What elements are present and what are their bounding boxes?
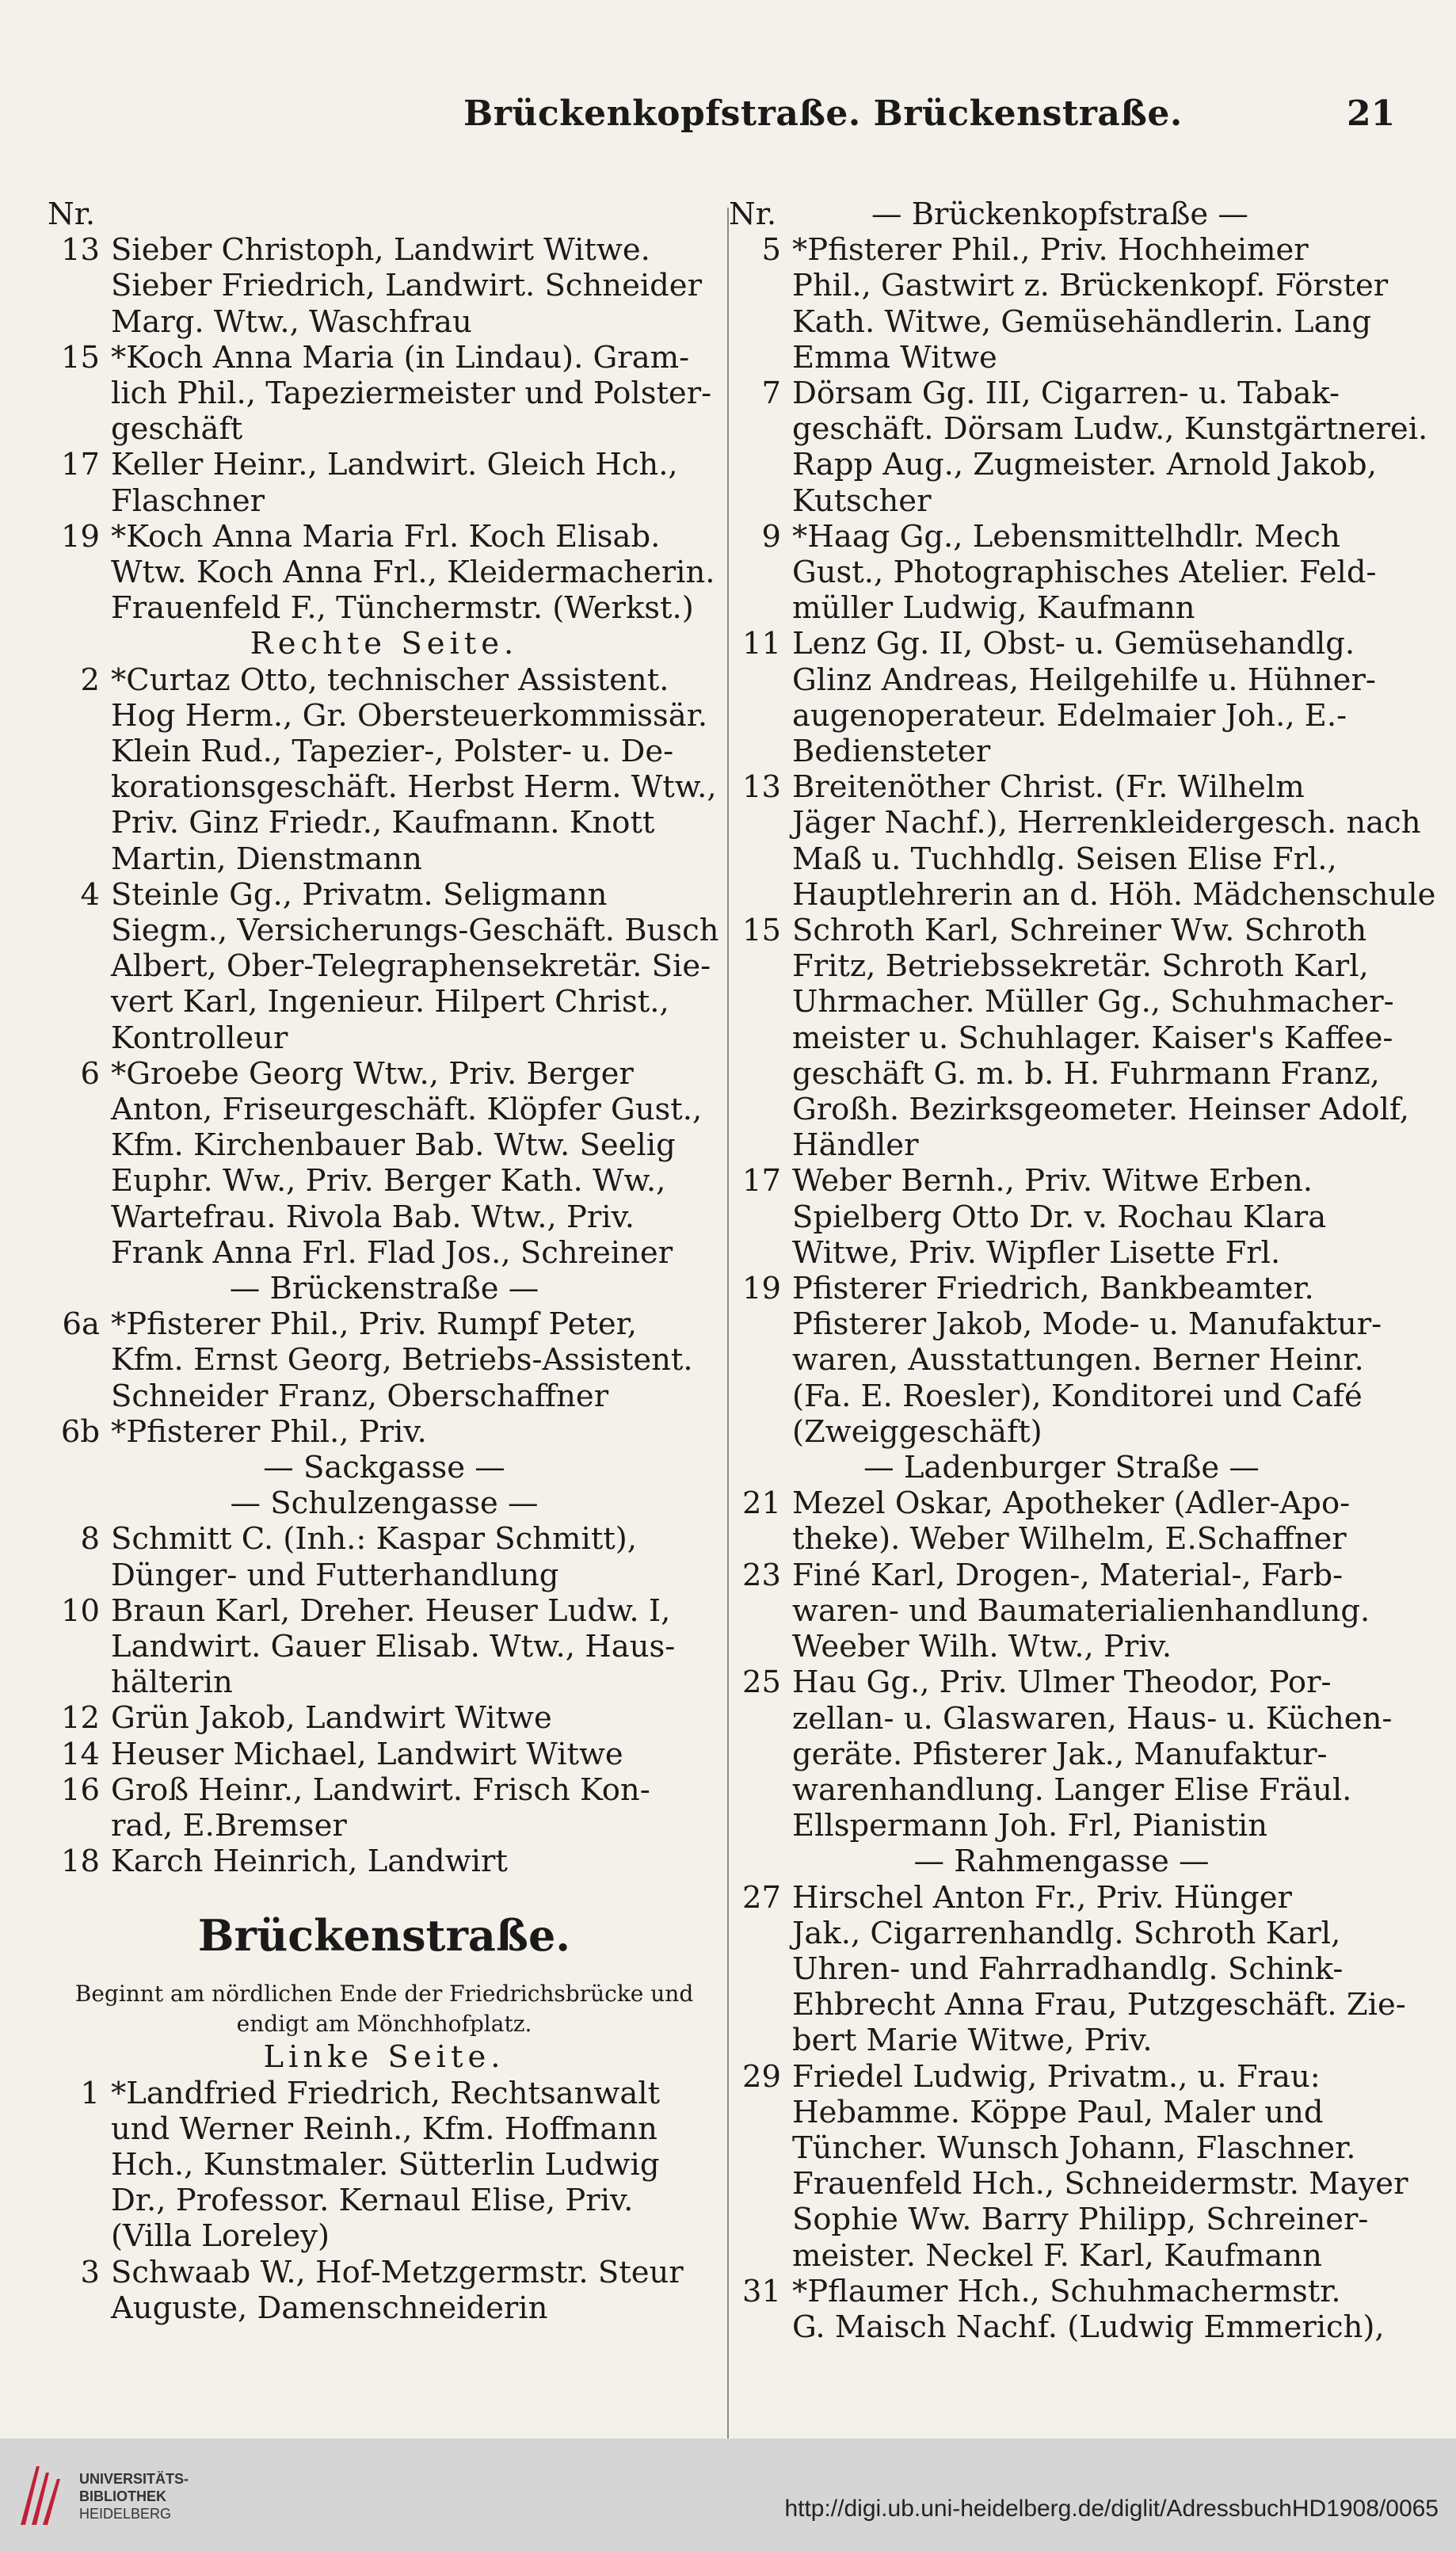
address-entry [48,1700,721,1736]
house-number: 19 [742,1271,781,1307]
entry-line: Rapp Aug., Zugmeister. Arnold Jakob, [792,447,1377,483]
entry-line: *Koch Anna Maria Frl. Koch Elisab. [111,518,661,555]
address-entry [48,662,721,877]
entries-group [48,1306,721,1450]
entry-line: meister u. Schuhlager. Kaiser's Kaffee- [792,1020,1393,1056]
house-number: 1 [80,2075,100,2111]
entry-line: Uhren- und Fahrradhandlg. Schink- [792,1950,1344,1987]
entry-line: Groß Heinr., Landwirt. Frisch Kon- [111,1771,650,1808]
house-number: 9 [761,518,781,555]
entry-line: und Werner Reinh., Kfm. Hoffmann [111,2111,657,2147]
entry-line: Hau Gg., Priv. Ulmer Theodor, Por- [792,1664,1332,1701]
source-url-link[interactable]: http://digi.ub.uni-heidelberg.de/diglit/AdressbuchHD1908/0065 [784,2496,1439,2522]
nr-label: Nr. [729,196,777,232]
entry-line: Kfm. Kirchenbauer Bab. Wtw. Seelig [111,1127,676,1164]
entry-line: warenhandlung. Langer Elise Fräul. [792,1771,1352,1808]
entry-line: Emma Witwe [792,339,997,376]
entry-line: Schwaab W., Hof-Metzgermstr. Steur [111,2254,684,2290]
entry-line: Ellspermann Joh. Frl, Pianistin [792,1808,1268,1844]
entry-line: Hirschel Anton Fr., Priv. Hünger [792,1879,1292,1916]
address-entry [729,519,1394,627]
entry-line: Witwe, Priv. Wipfler Lisette Frl. [792,1234,1281,1271]
entry-line: korationsgeschäft. Herbst Herm. Wtw., [111,769,717,806]
entry-line: Weber Bernh., Priv. Witwe Erben. [792,1163,1313,1199]
street-subheading: — Schulzengasse — [230,1485,539,1522]
entry-text [111,1844,721,1879]
entry-text [111,1056,721,1271]
house-number: 6b [60,1413,100,1450]
address-entry [48,877,721,1056]
entry-text [792,913,1409,1163]
address-entry [48,519,721,627]
entry-line: geschäft. Dörsam Ludw., Kunstgärtnerei. [792,411,1428,448]
entry-line: Albert, Ober-Telegraphensekretär. Sie- [111,948,711,985]
entry-line: waren- und Baumaterialienhandlung. [792,1592,1370,1629]
house-number: 23 [742,1557,781,1593]
house-number: 27 [742,1879,781,1916]
entry-line: Martin, Dienstmann [111,841,422,877]
entry-line: Mezel Oskar, Apotheker (Adler-Apo- [792,1485,1351,1522]
house-number: 16 [61,1771,100,1808]
entry-line: Frauenfeld F., Tünchermstr. (Werkst.) [111,590,694,627]
address-entry [729,626,1394,769]
entry-line: Händler [792,1127,919,1164]
entry-line: Grün Jakob, Landwirt Witwe [111,1700,552,1737]
entry-line: Schneider Franz, Oberschaffner [111,1378,609,1414]
entries-group [729,232,1436,1450]
street-continuation: — Brückenkopfstraße — [871,196,1248,232]
entry-line: Jäger Nachf.), Herrenkleidergesch. nach [792,805,1421,841]
house-number: 17 [742,1163,781,1199]
entry-text [111,519,721,627]
entry-line: Frauenfeld Hch., Schneidermstr. Mayer [792,2166,1408,2202]
address-entry [48,447,721,518]
entry-line: zellan- u. Glaswaren, Haus- u. Küchen- [792,1700,1393,1737]
entry-line: geräte. Pfisterer Jak., Manufaktur- [792,1736,1328,1772]
address-entry [48,340,721,448]
entry-line: Auguste, Damenschneiderin [111,2290,548,2326]
entry-text [111,1772,721,1844]
address-entry [729,913,1410,1164]
entry-line: Jak., Cigarrenhandlg. Schroth Karl, [792,1915,1341,1951]
entries-group [729,1879,1408,2346]
logo-line: BIBLIOTHEK [79,2488,166,2504]
right-column [729,196,1436,2345]
entry-line: Flaschner [111,482,265,519]
address-entry [48,1772,721,1844]
entry-line: Hebamme. Köppe Paul, Maler und [792,2094,1324,2130]
entry-line: Schmitt C. (Inh.: Kaspar Schmitt), [111,1521,638,1558]
entry-line: Phil., Gastwirt z. Brückenkopf. Förster [792,268,1389,304]
address-entry [48,1306,721,1414]
entry-line: Kontrolleur [111,1020,288,1056]
entry-line: Gust., Photographisches Atelier. Feld- [792,555,1377,591]
address-entry [48,232,721,340]
entry-line: *Pfisterer Phil., Priv. [111,1413,427,1450]
entry-line: geschäft [111,411,243,448]
entry-line: Kutscher [792,482,932,519]
entry-line: Keller Heinr., Landwirt. Gleich Hch., [111,447,678,483]
page-title: Brückenkopfstraße. Brückenstraße. [463,93,1183,134]
entry-text [792,1271,1394,1450]
house-number: 10 [61,1592,100,1629]
entry-line: Kfm. Ernst Georg, Betriebs-Assistent. [111,1342,693,1378]
entry-text [111,1521,721,1592]
nr-header [729,196,1394,232]
entry-line: vert Karl, Ingenieur. Hilpert Christ., [111,984,669,1020]
entry-line: theke). Weber Wilhelm, E.Schaffner [792,1521,1347,1558]
house-number: 13 [742,769,781,806]
entry-line: Sophie Ww. Barry Philipp, Schreiner- [792,2202,1369,2238]
entry-line: Fritz, Betriebssekretär. Schroth Karl, [792,948,1369,985]
entry-text [792,769,1435,913]
entry-text [111,1593,721,1701]
entry-line: Braun Karl, Dreher. Heuser Ludw. I, [111,1592,671,1629]
address-entry [729,232,1394,376]
entry-text [111,877,721,1056]
entry-text [792,2059,1408,2274]
entry-text [111,447,721,518]
library-logo-icon [16,2458,65,2530]
entry-line: Karch Heinrich, Landwirt [111,1844,508,1880]
entry-line: *Haag Gg., Lebensmittelhdlr. Mech [792,518,1340,555]
logo-line: HEIDELBERG [79,2506,172,2522]
house-number: 11 [742,626,781,662]
address-entry [729,1558,1394,1665]
house-number: 4 [80,876,100,913]
street-subheading: — Brückenstraße — [229,1271,539,1307]
entry-line: Friedel Ludwig, Privatm., u. Frau: [792,2058,1321,2095]
section-heading-left-side: Linke Seite. [263,2039,505,2076]
entry-line: (Fa. E. Roesler), Konditorei und Café [792,1378,1363,1414]
entry-line: Breitenöther Christ. (Fr. Wilhelm [792,769,1305,806]
section-heading-right-side: Rechte Seite. [250,626,519,662]
entry-text [792,1163,1394,1271]
entry-text [792,519,1394,627]
house-number: 6 [80,1055,100,1092]
entry-line: Heuser Michael, Landwirt Witwe [111,1736,623,1772]
address-entry [48,1521,721,1592]
house-number: 18 [61,1844,100,1880]
address-entry [48,1737,721,1772]
house-number: 14 [61,1736,100,1772]
house-number: 13 [61,232,100,269]
entry-line: geschäft G. m. b. H. Fuhrmann Franz, [792,1055,1380,1092]
nr-label: Nr. [48,196,96,232]
entry-line: Dr., Professor. Kernaul Elise, Priv. [111,2183,634,2219]
entry-line: Uhrmacher. Müller Gg., Schuhmacher- [792,984,1394,1020]
address-entry [729,1485,1394,1557]
house-number: 21 [742,1485,781,1522]
entry-line: Marg. Wtw., Waschfrau [111,303,472,340]
entry-line: Maß u. Tuchhdlg. Seisen Elise Frl., [792,841,1337,877]
entry-line: Lenz Gg. II, Obst- u. Gemüsehandlg. [792,626,1355,662]
entry-line: müller Ludwig, Kaufmann [792,590,1195,627]
entries-group [48,662,721,1271]
entry-line: Euphr. Ww., Priv. Berger Kath. Ww., [111,1163,666,1199]
entries-group [48,1521,721,1879]
address-entry [729,1879,1406,2059]
entry-text [111,340,721,448]
entry-text [111,1700,721,1736]
house-number: 29 [742,2058,781,2095]
entry-line: Pfisterer Friedrich, Bankbeamter. [792,1271,1314,1307]
entry-line: Spielberg Otto Dr. v. Rochau Klara [792,1199,1327,1235]
entry-line: Hog Herm., Gr. Obersteuerkommissär. [111,697,708,734]
house-number: 15 [61,339,100,376]
entry-line: Dünger- und Futterhandlung [111,1557,559,1593]
entry-text [111,1306,721,1414]
entry-line: Finé Karl, Drogen-, Material-, Farb- [792,1557,1344,1593]
entry-line: Ehbrecht Anna Frau, Putzgeschäft. Zie- [792,1987,1406,2023]
entry-line: waren, Ausstattungen. Berner Heinr. [792,1342,1364,1378]
address-entry [48,1593,721,1701]
entry-line: Schroth Karl, Schreiner Ww. Schroth [792,913,1367,949]
entry-line: Tüncher. Wunsch Johann, Flaschner. [792,2130,1356,2166]
entry-line: *Pflaumer Hch., Schuhmachermstr. [792,2273,1341,2309]
entry-line: Anton, Friseurgeschäft. Klöpfer Gust., [111,1092,703,1128]
house-number: 6a [62,1306,100,1343]
entry-line: G. Maisch Nachf. (Ludwig Emmerich), [792,2309,1385,2345]
entry-text [792,1664,1394,1844]
entry-text [111,2255,721,2326]
footer-bar [0,2439,1456,2551]
street-title: Brückenstraße. [197,1910,571,1962]
entry-text [111,232,721,340]
entry-line: Wartefrau. Rivola Bab. Wtw., Priv. [111,1199,635,1235]
address-entry [48,2076,721,2255]
entry-line: meister. Neckel F. Karl, Kaufmann [792,2237,1322,2274]
entry-text [792,1880,1406,2059]
street-subheading: — Ladenburger Straße — [863,1450,1260,1486]
entry-line: Wtw. Koch Anna Frl., Kleidermacherin. [111,555,715,591]
entry-line: Großh. Bezirksgeometer. Heinser Adolf, [792,1092,1410,1128]
entry-line: Glinz Andreas, Heilgehilfe u. Hühner- [792,662,1376,698]
house-number: 8 [80,1521,100,1558]
entry-line: *Curtaz Otto, technischer Assistent. [111,662,669,698]
address-entry [729,2058,1408,2274]
house-number: 17 [61,447,100,483]
address-entry [729,1163,1394,1271]
entry-line: Pfisterer Jakob, Mode- u. Manufaktur- [792,1306,1382,1343]
address-entry [729,769,1436,913]
entry-text [792,2274,1394,2345]
entries-group [48,2076,721,2326]
entry-line: *Groebe Georg Wtw., Priv. Berger [111,1055,634,1092]
page-header [0,93,1456,157]
house-number: 2 [80,662,100,698]
house-number: 5 [761,232,781,269]
entry-line: Weeber Wilh. Wtw., Priv. [792,1629,1172,1665]
entry-text [111,1737,721,1772]
house-number: 31 [742,2273,781,2309]
left-column [48,196,721,2326]
address-entry [48,1414,721,1450]
entry-line: *Landfried Friedrich, Rechtsanwalt [111,2075,661,2111]
entry-line: Sieber Christoph, Landwirt Witwe. [111,232,650,269]
street-intro-line: Beginnt am nördlichen Ende der Friedrichsbrücke und [74,1981,694,2008]
house-number: 12 [61,1700,100,1737]
address-entry [729,1271,1394,1450]
entry-line: *Pfisterer Phil., Priv. Hochheimer [792,232,1309,269]
entry-line: hälterin [111,1664,233,1701]
entry-line: Klein Rud., Tapezier-, Polster- u. De- [111,734,674,770]
house-number: 19 [61,518,100,555]
entry-line: Bediensteter [792,734,991,770]
entry-line: Steinle Gg., Privatm. Seligmann [111,876,608,913]
entry-text [111,662,721,877]
street-intro-line: endigt am Mönchhofplatz. [236,2011,532,2038]
entry-line: *Pfisterer Phil., Priv. Rumpf Peter, [111,1306,638,1343]
entry-text [111,1414,721,1450]
street-subheading: — Sackgasse — [263,1450,505,1486]
entry-line: Hch., Kunstmaler. Sütterlin Ludwig [111,2147,660,2183]
entry-line: rad, E.Bremser [111,1808,347,1844]
entry-text [792,232,1394,376]
entry-line: augenoperateur. Edelmaier Joh., E.- [792,697,1347,734]
logo-line: UNIVERSITÄTS- [79,2471,189,2487]
entry-line: lich Phil., Tapeziermeister und Polster- [111,376,712,411]
page-number: 21 [1347,93,1396,134]
address-entry [729,1664,1394,1844]
entry-line: Dörsam Gg. III, Cigarren- u. Tabak- [792,376,1340,411]
entries-group [48,232,721,626]
entry-line: Hauptlehrerin an d. Höh. Mädchenschule [792,876,1436,913]
address-entry [48,1844,721,1879]
entry-line: Landwirt. Gauer Elisab. Wtw., Haus- [111,1629,676,1665]
entries-group [729,1485,1394,1844]
entry-text [792,626,1394,769]
entry-text [792,376,1427,519]
house-number: 15 [742,913,781,949]
address-entry [729,2274,1394,2345]
entry-text [792,1485,1394,1557]
address-entry [48,2255,721,2326]
house-number: 25 [742,1664,781,1701]
address-entry [48,1056,721,1271]
house-number: 7 [761,376,781,411]
entry-line: Kath. Witwe, Gemüsehändlerin. Lang [792,303,1371,340]
entry-line: Sieber Friedrich, Landwirt. Schneider [111,268,702,304]
entry-line: Priv. Ginz Friedr., Kaufmann. Knott [111,805,655,841]
entry-line: bert Marie Witwe, Priv. [792,2023,1153,2059]
library-logo-text [79,2470,189,2522]
entry-text [792,1558,1394,1665]
street-subheading: — Rahmengasse — [913,1844,1210,1880]
house-number: 3 [80,2254,100,2290]
entry-text [111,2076,721,2255]
entry-line: Siegm., Versicherungs-Geschäft. Busch [111,913,719,949]
entry-line: Frank Anna Frl. Flad Jos., Schreiner [111,1234,673,1271]
entry-line: *Koch Anna Maria (in Lindau). Gram- [111,339,690,376]
entry-line: (Zweiggeschäft) [792,1413,1042,1450]
address-entry [729,376,1428,519]
entry-line: (Villa Loreley) [111,2218,330,2255]
